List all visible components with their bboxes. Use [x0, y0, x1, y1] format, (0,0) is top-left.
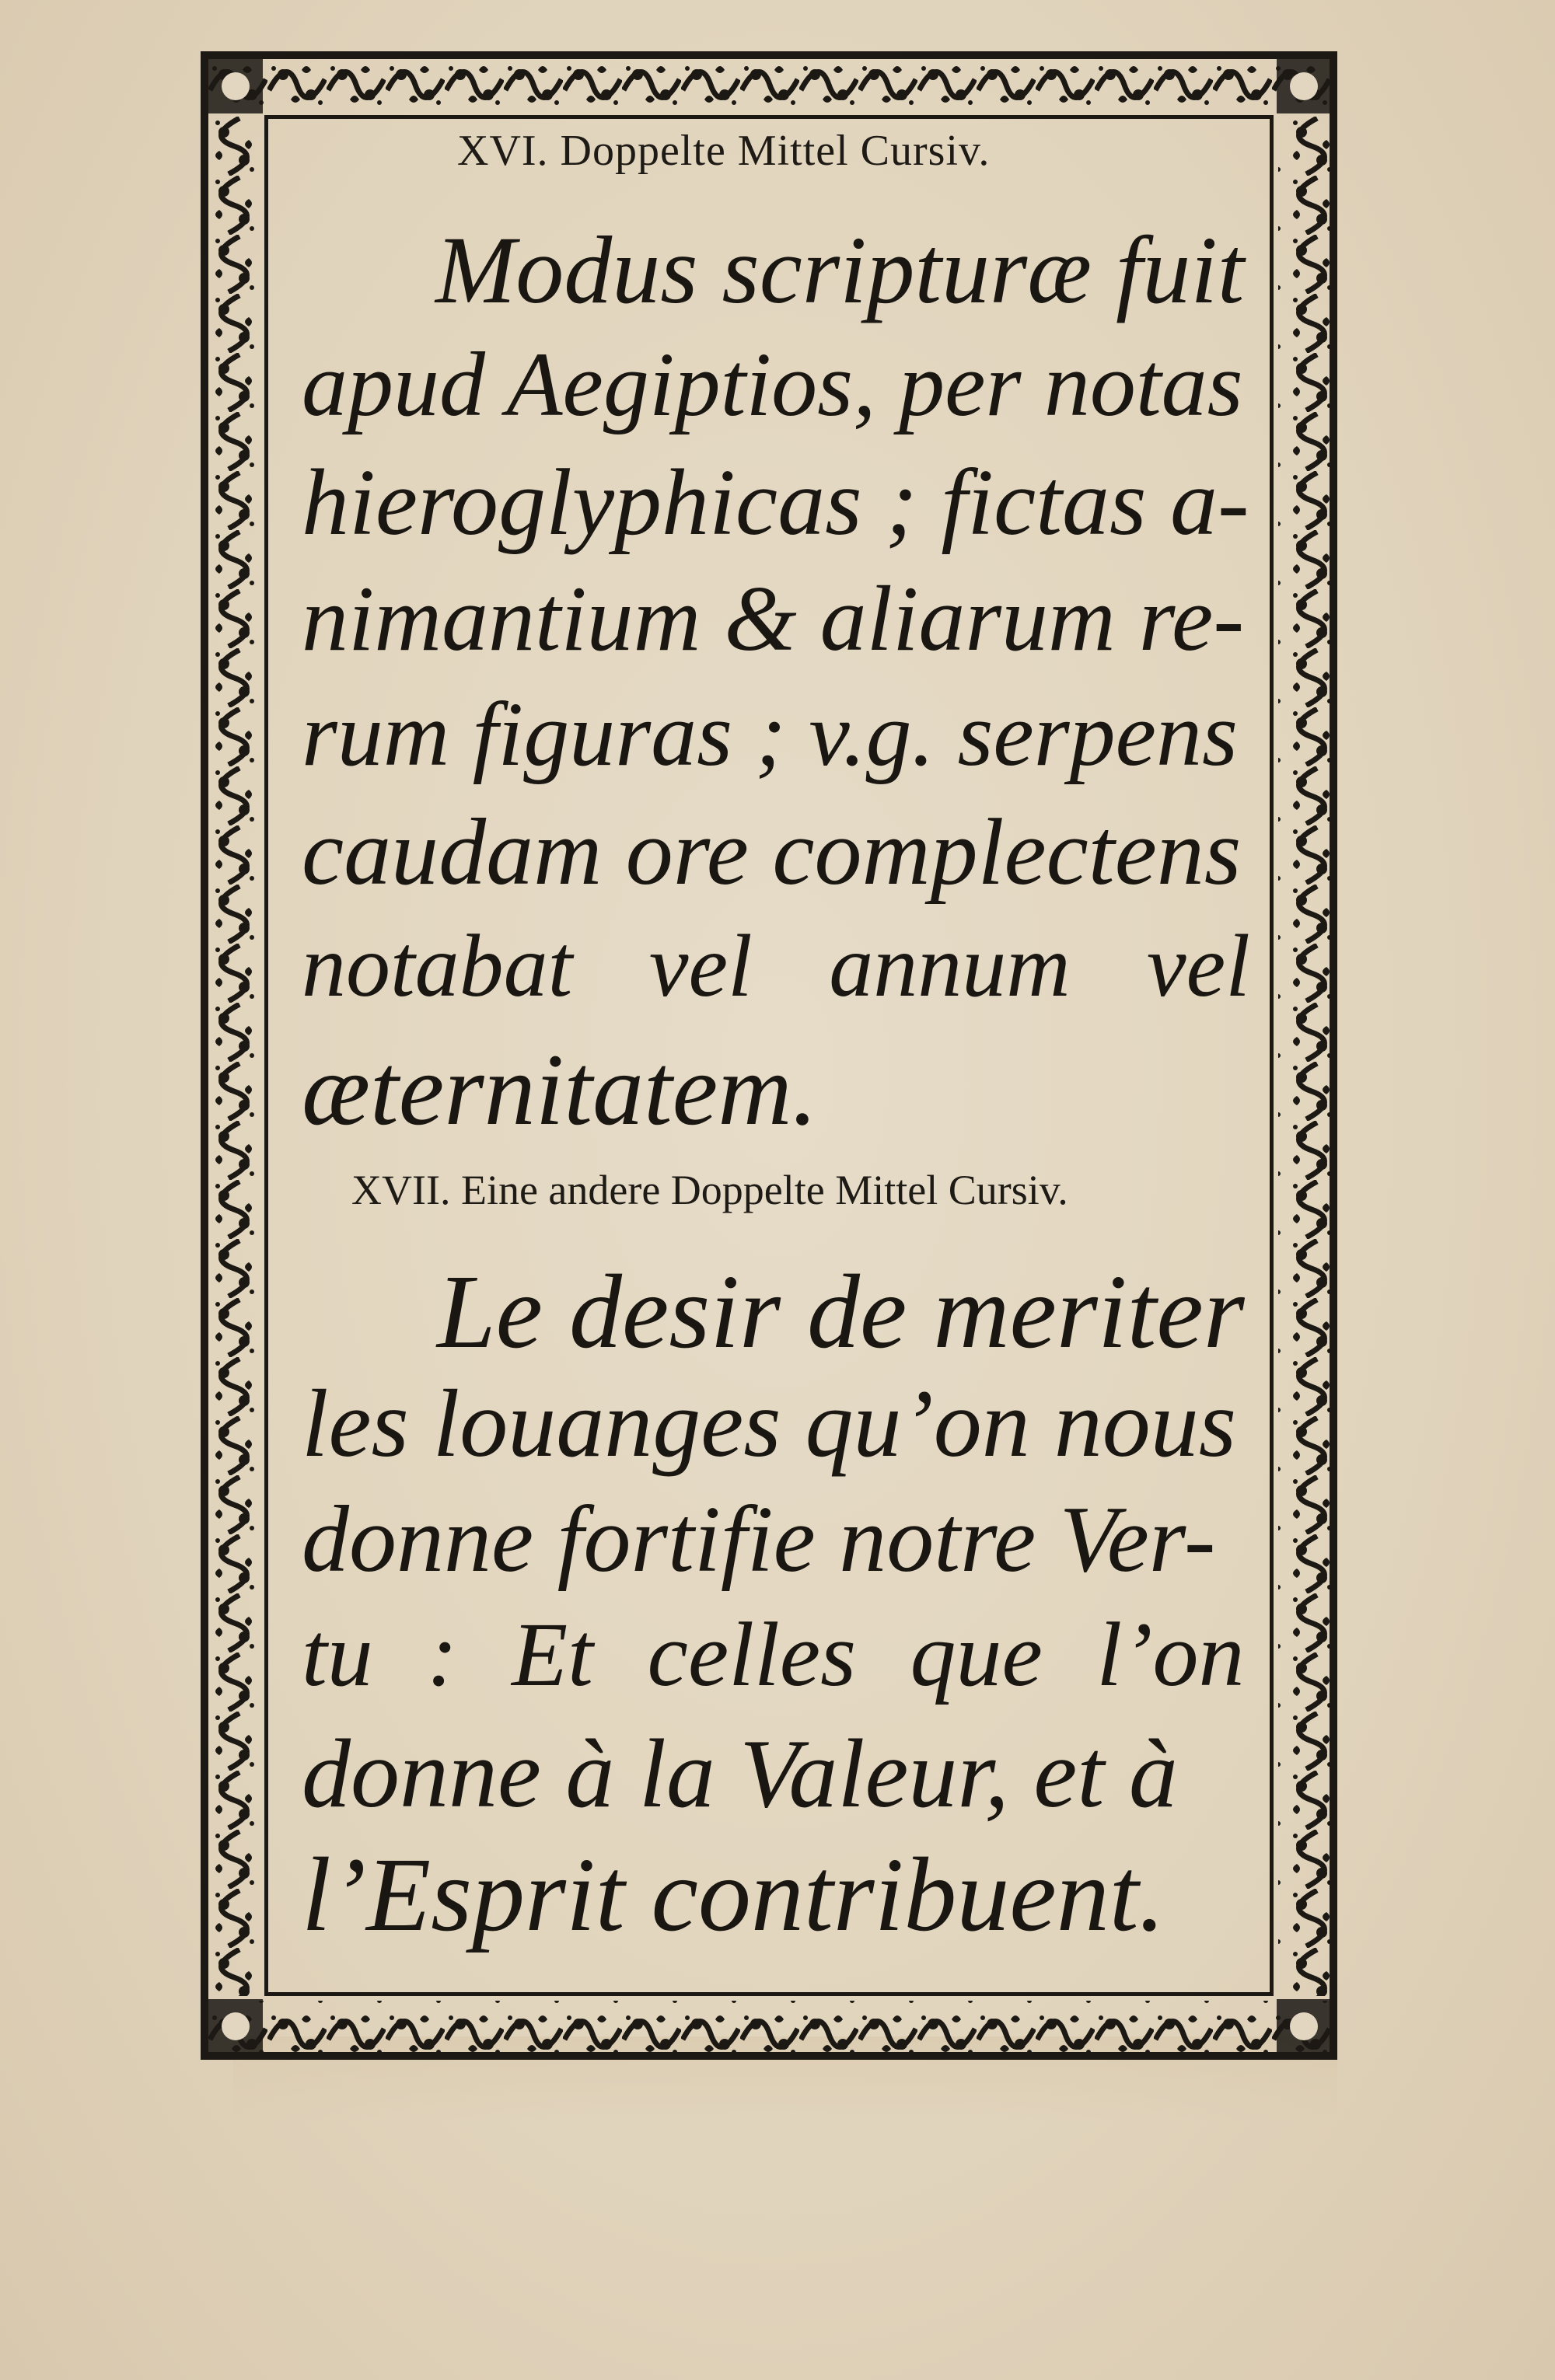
- text-line: Modus scripturæ fuit: [435, 217, 1245, 323]
- text-line: rum figuras ; v.g. serpens: [302, 683, 1238, 785]
- text-line: apud Aegiptios, per notas: [302, 333, 1243, 435]
- text-line: donne fortifie notre Ver-: [302, 1487, 1216, 1592]
- text-line: caudam ore complectens: [302, 800, 1242, 905]
- text-line: les louanges qu’on nous: [302, 1370, 1237, 1477]
- text-line: notabat vel annum vel: [302, 916, 1250, 1015]
- text-line: tu : Et celles que l’on: [302, 1604, 1245, 1705]
- text-line: æternitatem.: [302, 1032, 818, 1146]
- text-line: l’Esprit contribuent.: [302, 1837, 1165, 1953]
- text-line: hieroglyphicas ; fictas a-: [302, 450, 1249, 555]
- text-line: nimantium & aliarum re-: [302, 567, 1245, 670]
- section-heading-xvii: XVII. Eine andere Doppelte Mittel Cursiv.: [351, 1167, 1068, 1213]
- text-line: donne à la Valeur, et à: [302, 1720, 1178, 1828]
- text-line: Le desir de meriter: [437, 1254, 1245, 1370]
- section-heading-xvi: XVI. Doppelte Mittel Cursiv.: [457, 127, 991, 175]
